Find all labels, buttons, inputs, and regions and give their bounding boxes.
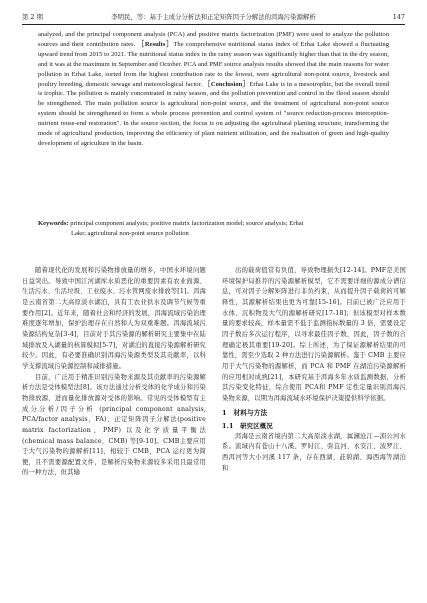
conclusion-label: ［Conclusion］ [204, 80, 250, 88]
subsection-heading-study-area: 1.1 研究区概况 [222, 421, 273, 430]
results-label: ［Results］ [137, 40, 174, 48]
page-number: 147 [392, 13, 405, 21]
section-heading-materials-methods: 1 材料与方法 [222, 408, 268, 417]
page-header [22, 10, 405, 24]
issue-number: 第 2 期 [22, 13, 43, 21]
keywords-line-1: principal component analysis; positive matrix factorization model; source analysis; Erhai [70, 220, 304, 227]
header-divider [22, 24, 405, 25]
abstract-methods-tail: analyzed, and the principal component analysis (PCA) and positive matrix factorization (PMF) were used to analyze the pollution sources and their contribution rates. [38, 31, 389, 48]
conclusion-text: Erhai Lake is in a mesotrophic, but the overall trend is trophic. The pollution is mainly concentrated in rainy season, and the pollution prevention and control in the flood season should be strengthened. The main pollution source is agricultural non-point source, and the treatment of agricultural non-point source system should be strengthened to form a whole process prevention and control system of "source reduction-process interception-nutrient reuse-end restoration". In the source section, the focus is on adjusting the agricultural planting structure, transforming the mode of agricultural production, improving the efficiency of plant nutrient utilization, and the realization of green and high-quality development of agriculture in the basin. [38, 80, 389, 147]
study-area-paragraph: 洱海是云南省境内第二大高原淡水湖，属澜沧江—湄公河水系。流域内有苍山十八溪、罗时江、弥苴河、永安江、波罗江、西洱河等大小河溪 117 条，存在西湖、茈碧湖、海西海等湖泊和 [222, 432, 406, 472]
abstract-body [38, 30, 389, 149]
running-title: 李明民，等：基于主成分分析法和正定矩阵因子分解法的洱海污染源解析 [111, 13, 316, 21]
intro-paragraph-3: 出的载荷值常有负值，导致物理损失[12-14]。PMF是美国环境保护局推荐的污染源解析模型，它不需要详细的源成分谱信息，可对因子分解矩阵进行非负约束，从而提升因子载荷的可解释性，其源解析结果也更为可靠[15-16]。目前已被广泛应用于水体、沉积物及大气的源解析研究[17-18]；但该模型对样本数量的要求较高，样本量需不低于监测指标数量的 3 倍，需要设定因子数后多次运行程序，以寻求最佳因子数，因此，因子数的合理确定极其重要[19-20]。综上所述，为了保证源解析结果的可靠性，需至少选取 2 种方法进行污染源解析。鉴于 CMB 主要应用于大气污染物的源解析，而 PCA 和 PMF 在湖泊污染源解析的应用相对成熟[21]，本研究基于洱海多年水质监测数据，分析其污染变化特征，综合使用 PCA和 PMF 定性定量识别洱海污染物来源，以期为洱海流域水环境保护决策提供科学依据。 [222, 267, 406, 402]
results-text: The comprehensive nutritional status index of Erhai Lake showed a fluctuating upward trend from 2015 to 2021. The nutritional status index in the rainy season was significantly higher than that in the dry season, and it was at the maximum in September and October. PCA and PMF source analysis results showed that the main reasons for water pollution in Erhai Lake, sorted from the highest contribution rate to the lowest, were agricultural non-point source, livestock and poultry breeding, domestic sewage and meteorological factor. [38, 40, 389, 88]
keywords-line-2: Lake; agricultural non-point source pollution [71, 229, 189, 237]
intro-paragraph-1: 随着现代化的发展和污染物排放量的增多，中国水环境问题日益突出。导致中国江河湖库水质恶化的重要因素有农业面源、生活污水、生活垃圾、工业废水、污水管网废水排放等[1]。洱海是云南省第二大高原淡水湖泊，具有工农业供水及调节气候等重要作用[2]。近年来，随着社会和经济的发展，洱海流域污染治理难度逐年增加，保护治理存在自然和人为双重难题。洱海流域污染源结构复杂[3-4]，目前对于其污染源的解析研究主要集中在陆域排放及入湖量的核算模拟[5-7]，对湖泊的直接污染源解析研究较少。因此，有必要准确识别洱海污染源类型及其贡献率，以科学支撑流域污染源控制和减排措施。 [22, 267, 206, 370]
keywords-label: Keywords: [38, 220, 69, 227]
english-abstract [38, 30, 389, 149]
left-column [22, 266, 206, 479]
right-column [222, 266, 406, 474]
keywords [38, 219, 389, 239]
intro-paragraph-2: 目前，广泛用于精准识别污染物来源及其贡献率的污染源解析方法是受体模型法[8]。该方法通过分析受体的化学成分和污染物排放源，进而量化排放源对受体的影响。常见的受体模型有主成分分析/因子分析 (principal component analysis, PCA/factor analysis，FA)、正定矩阵因子分解法(positive matrix factorization，PMF) 以及化学质量平衡法 (chemical mass balance，CMB) 等[9-10]。CMB主要应用于大气污染物的源解析[11]，相较于 CMB，PCA 运行更为简便，且不需要源配置文件，是解析污染物来源较多采用且最常用的一种方法，但其输 [22, 373, 206, 477]
